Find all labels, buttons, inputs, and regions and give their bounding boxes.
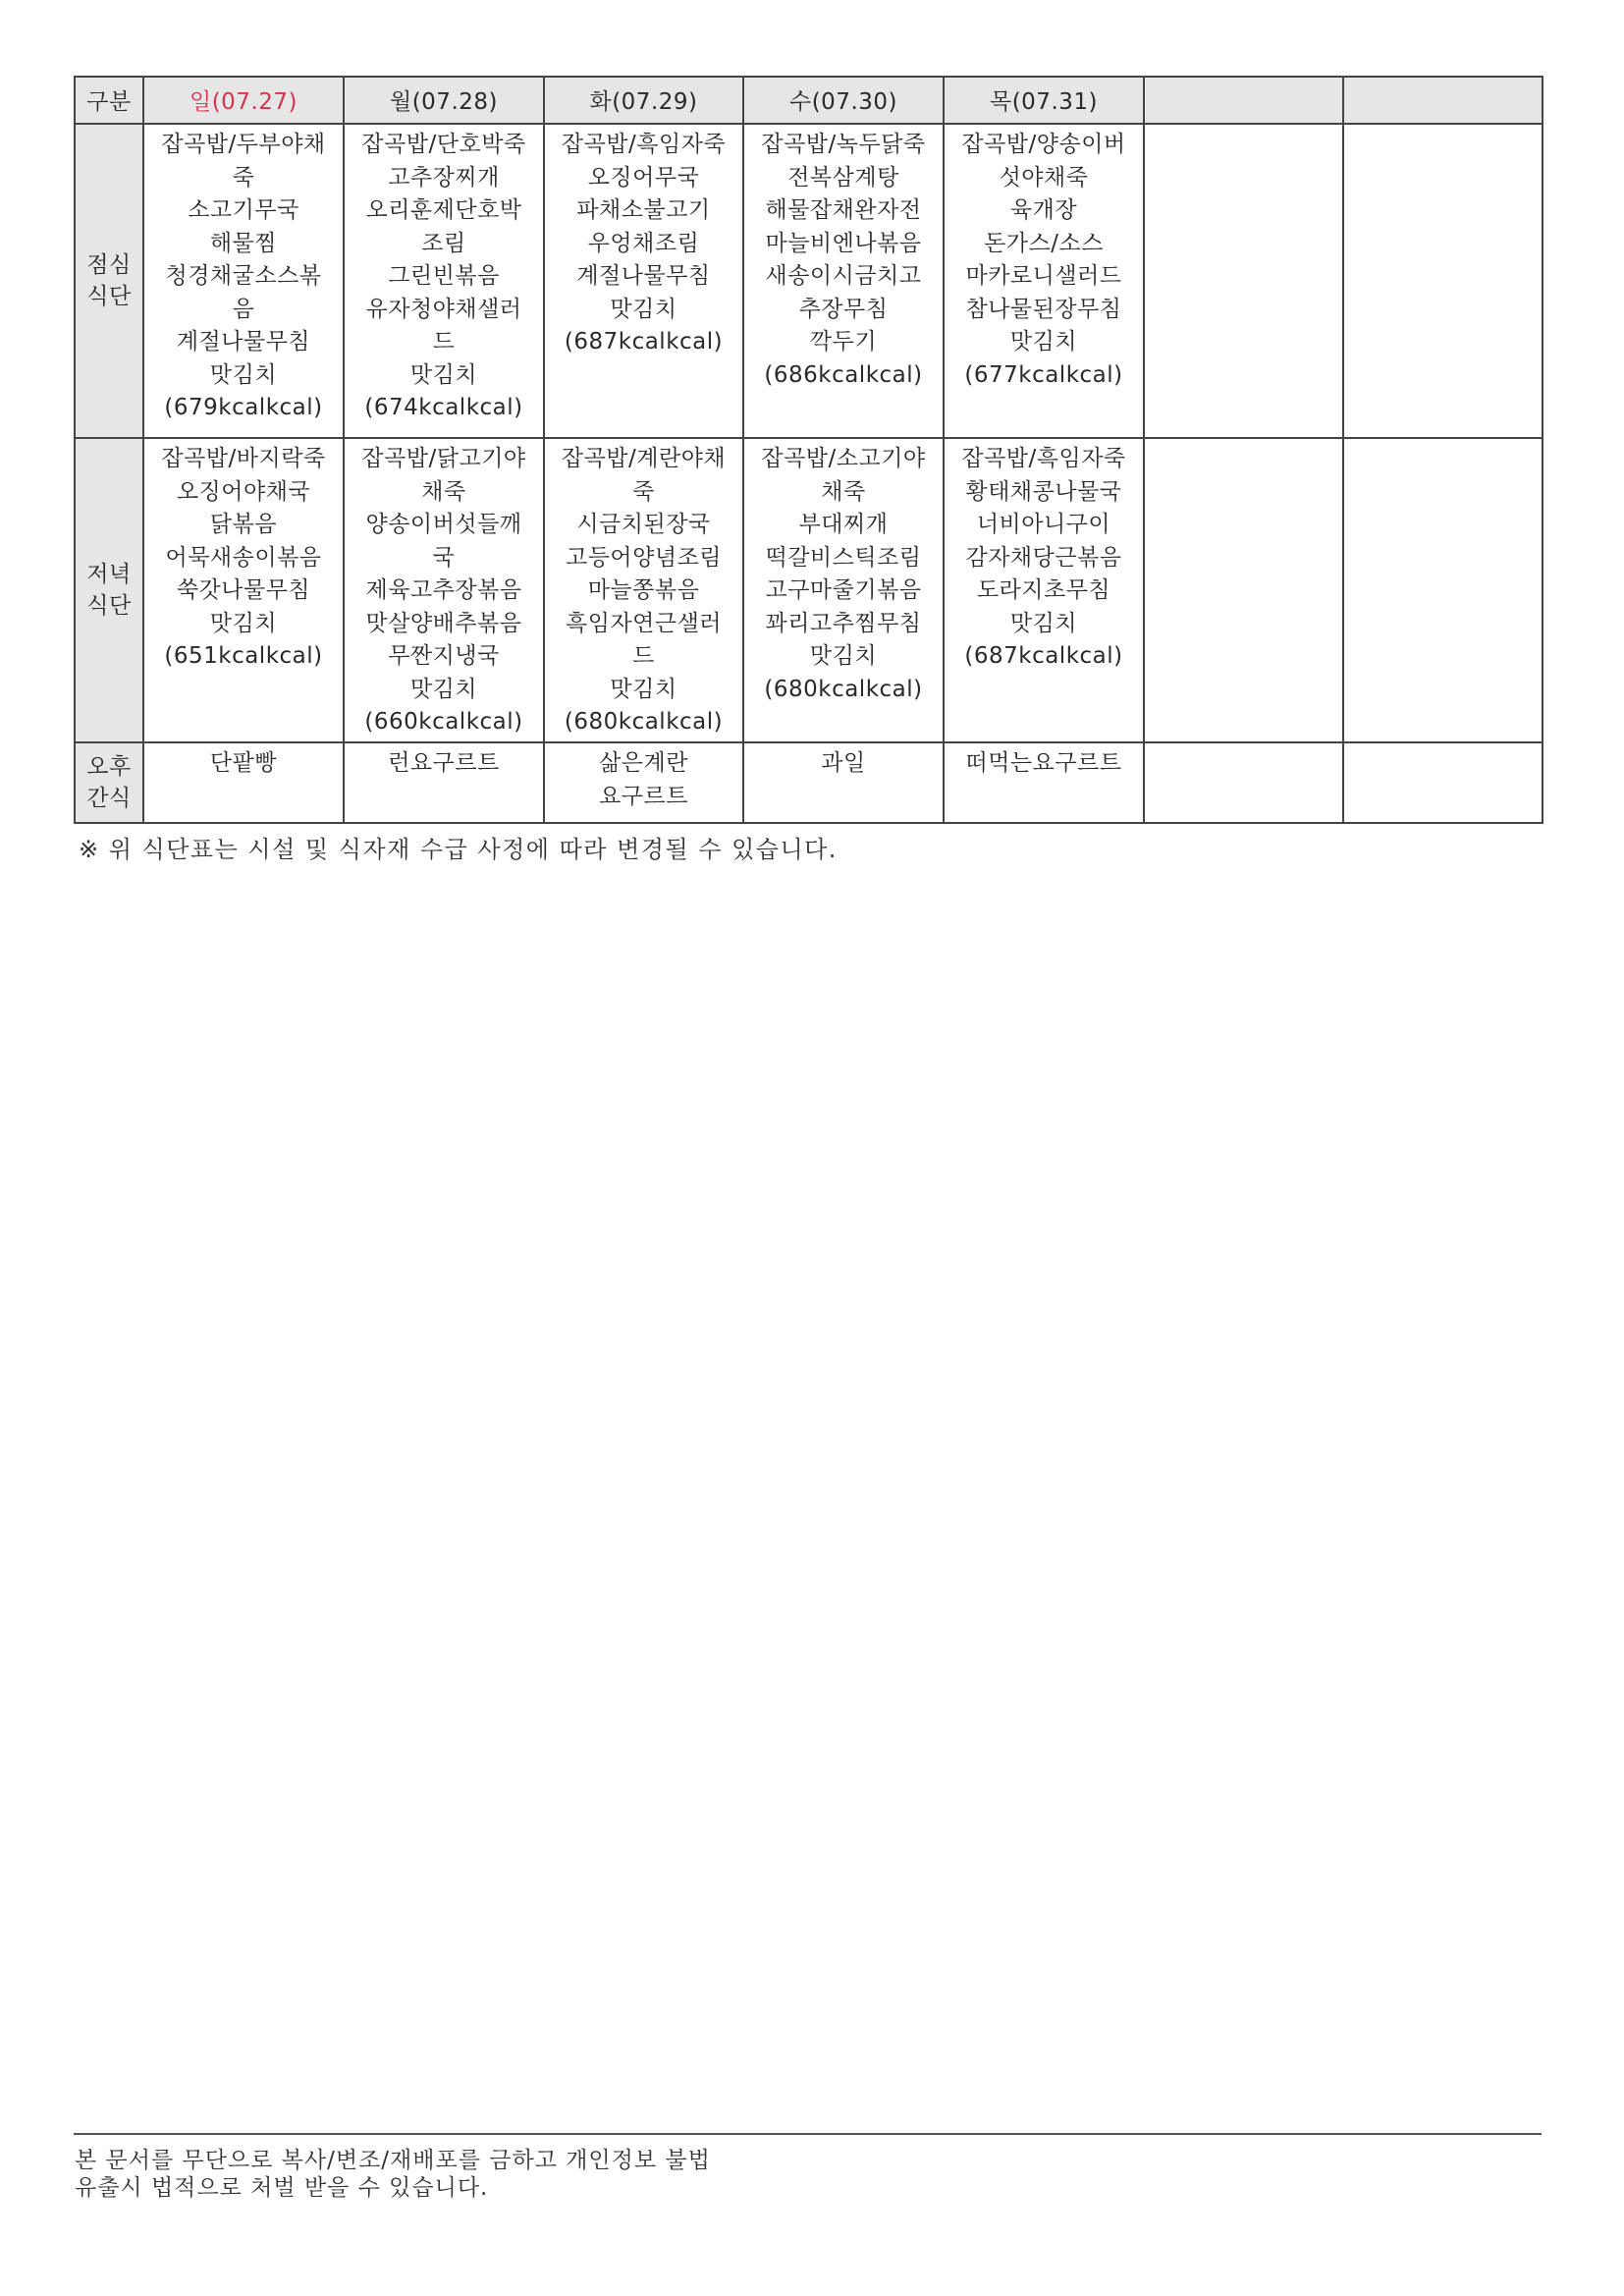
- day-header-sunday: 일(07.27): [143, 77, 344, 124]
- footer-divider: [74, 2133, 1542, 2135]
- menu-item: 런요구르트: [388, 750, 500, 776]
- menu-item: 잡곡밥/두부야채: [161, 132, 326, 157]
- menu-item: 쑥갓나물무침: [176, 577, 311, 603]
- menu-cell: [944, 124, 1144, 438]
- menu-item: 제육고추장볶음: [365, 577, 522, 603]
- menu-item: 유자청야채샐러: [365, 296, 522, 322]
- menu-cell: [544, 742, 743, 823]
- menu-item: 맛김치: [409, 361, 478, 388]
- dinner-label-line1: 저녁: [86, 562, 132, 587]
- menu-item: 잡곡밥/흑임자죽: [561, 132, 727, 157]
- menu-item: 마늘쫑볶음: [587, 577, 700, 603]
- menu-item: 우엉채조림: [587, 230, 700, 256]
- menu-item: 해물찜: [209, 230, 278, 256]
- menu-cell: [544, 124, 743, 438]
- snack-label-line2: 간식: [86, 786, 132, 811]
- menu-item: 어묵새송이볶음: [165, 544, 322, 571]
- menu-cell: [1343, 742, 1543, 823]
- menu-item: 음: [232, 296, 255, 322]
- menu-item: (686kcalkcal): [764, 361, 923, 388]
- menu-item: (674kcalkcal): [364, 395, 523, 420]
- menu-item: 해물잡채완자전: [765, 197, 922, 223]
- menu-cell: [1343, 438, 1543, 742]
- menu-item: 부대찌개: [798, 512, 889, 537]
- menu-cell: [1144, 742, 1343, 823]
- day-header-monday: 월(07.28): [344, 77, 544, 124]
- menu-item: 계절나물무침: [576, 263, 711, 289]
- lunch-label-line1: 점심: [86, 252, 132, 278]
- menu-item: 전복삼계탕: [787, 164, 899, 191]
- menu-item: 떠먹는요구르트: [965, 750, 1122, 776]
- menu-item: 잡곡밥/녹두닭죽: [761, 132, 926, 157]
- menu-cell: [544, 438, 743, 742]
- menu-cell: [143, 124, 344, 438]
- menu-item: 무짠지냉국: [388, 643, 500, 669]
- menu-item: 맛김치: [610, 296, 677, 322]
- menu-cell: [143, 742, 344, 823]
- menu-item: 육개장: [1009, 197, 1078, 223]
- menu-item: 맛살양배추볶음: [365, 610, 522, 636]
- menu-item: 국: [432, 544, 456, 571]
- menu-item: 새송이시금치고: [765, 263, 922, 289]
- menu-item: 드: [432, 329, 456, 355]
- menu-cell: [743, 438, 944, 742]
- menu-cell: [344, 124, 544, 438]
- menu-item: 파채소불고기: [576, 197, 711, 223]
- menu-item: 죽: [232, 164, 255, 191]
- dinner-row: [75, 438, 1543, 742]
- day-header-wednesday: 수(07.30): [743, 77, 944, 124]
- menu-item: 죽: [632, 478, 655, 505]
- menu-item: 잡곡밥/닭고기야: [361, 446, 526, 471]
- menu-item: (687kcalkcal): [964, 643, 1123, 669]
- menu-item: 계절나물무침: [176, 329, 311, 355]
- menu-cell: [344, 438, 544, 742]
- day-header-tuesday: 화(07.29): [544, 77, 743, 124]
- menu-item: 맛김치: [809, 643, 878, 669]
- day-header-empty-1: [1144, 77, 1343, 124]
- menu-item: 고구마줄기볶음: [765, 577, 922, 603]
- header-row: [75, 77, 1543, 124]
- menu-item: (687kcalkcal): [564, 329, 724, 355]
- menu-item: 고추장찌개: [388, 164, 500, 191]
- menu-item: 오징어무국: [587, 164, 700, 191]
- menu-item: 그린빈볶음: [388, 263, 500, 289]
- copyright-line2: 유출시 법적으로 처벌 받을 수 있습니다.: [75, 2175, 489, 2201]
- menu-item: (660kcalkcal): [364, 709, 523, 735]
- menu-item: 맛김치: [610, 676, 677, 702]
- menu-item: 감자채당근볶음: [965, 544, 1122, 571]
- menu-item: 조림: [421, 230, 466, 256]
- day-header-empty-2: [1343, 77, 1543, 124]
- menu-item: 맛김치: [209, 610, 278, 636]
- menu-item: 꽈리고추찜무침: [765, 610, 922, 636]
- menu-item: 시금치된장국: [576, 512, 711, 537]
- menu-cell: [743, 124, 944, 438]
- menu-item: 고등어양념조림: [565, 544, 723, 571]
- header-label: 구분: [75, 77, 143, 124]
- menu-item: 깍두기: [809, 329, 878, 355]
- snack-label: [75, 742, 143, 823]
- menu-item: 잡곡밥/흑임자죽: [961, 446, 1126, 471]
- menu-item: 채죽: [821, 478, 866, 505]
- menu-item: 마늘비엔나볶음: [765, 230, 922, 256]
- menu-item: 오징어야채국: [176, 478, 311, 505]
- lunch-label-line2: 식단: [86, 284, 132, 309]
- menu-item: 황태채콩나물국: [965, 478, 1122, 505]
- menu-item: 드: [632, 643, 655, 669]
- menu-item: 청경채굴소스볶: [165, 263, 322, 289]
- menu-item: 너비아니구이: [976, 512, 1111, 537]
- menu-item: 과일: [821, 750, 866, 776]
- menu-cell: [143, 438, 344, 742]
- menu-item: 흑임자연근샐러: [565, 610, 723, 636]
- menu-item: 잡곡밥/소고기야: [761, 446, 926, 471]
- menu-item: 떡갈비스틱조림: [765, 544, 922, 571]
- meal-plan-table: [74, 76, 1543, 824]
- menu-item: 잡곡밥/단호박죽: [361, 132, 526, 157]
- menu-item: 추장무침: [798, 296, 889, 322]
- lunch-row: [75, 124, 1543, 438]
- menu-cell: [344, 742, 544, 823]
- menu-item: 맛김치: [1009, 329, 1078, 355]
- menu-item: 맛김치: [209, 361, 278, 388]
- menu-item: (680kcalkcal): [764, 676, 923, 702]
- dinner-label-line2: 식단: [86, 593, 132, 619]
- menu-item: 잡곡밥/바지락죽: [161, 446, 326, 471]
- menu-item: 섯야채죽: [999, 164, 1089, 191]
- menu-cell: [1343, 124, 1543, 438]
- menu-item: 닭볶음: [209, 512, 278, 537]
- dinner-label: [75, 438, 143, 742]
- menu-cell: [1144, 124, 1343, 438]
- menu-item: 도라지초무침: [976, 577, 1111, 603]
- menu-item: (679kcalkcal): [164, 395, 323, 420]
- menu-cell: [944, 438, 1144, 742]
- menu-item: 요구르트: [599, 783, 688, 809]
- copyright-line1: 본 문서를 무단으로 복사/변조/재배포를 금하고 개인정보 불법: [75, 2148, 711, 2173]
- menu-item: 채죽: [421, 478, 466, 505]
- menu-cell: [1144, 438, 1343, 742]
- menu-item: 잡곡밥/계란야채: [561, 446, 727, 471]
- menu-cell: [743, 742, 944, 823]
- menu-cell: [944, 742, 1144, 823]
- snack-row: [75, 742, 1543, 823]
- lunch-label: [75, 124, 143, 438]
- menu-item: 잡곡밥/양송이버: [961, 132, 1126, 157]
- snack-label-line1: 오후: [86, 754, 132, 780]
- menu-item: (677kcalkcal): [964, 361, 1123, 388]
- menu-item: 단팥빵: [209, 750, 278, 776]
- menu-item: 맛김치: [409, 676, 478, 702]
- menu-item: (651kcalkcal): [164, 643, 323, 669]
- menu-item: (680kcalkcal): [564, 709, 724, 735]
- menu-item: 참나물된장무침: [965, 296, 1122, 322]
- copyright-notice: [75, 2147, 711, 2202]
- menu-item: 오리훈제단호박: [365, 197, 522, 223]
- menu-item: 돈가스/소스: [984, 230, 1104, 256]
- menu-item: 양송이버섯들깨: [365, 512, 522, 537]
- menu-item: 소고기무국: [188, 197, 299, 223]
- change-notice: ※ 위 식단표는 시설 및 식자재 수급 사정에 따라 변경될 수 있습니다.: [79, 836, 838, 863]
- menu-item: 삶은계란: [599, 750, 688, 776]
- menu-item: 마카로니샐러드: [965, 263, 1122, 289]
- day-header-thursday: 목(07.31): [944, 77, 1144, 124]
- menu-item: 맛김치: [1009, 610, 1078, 636]
